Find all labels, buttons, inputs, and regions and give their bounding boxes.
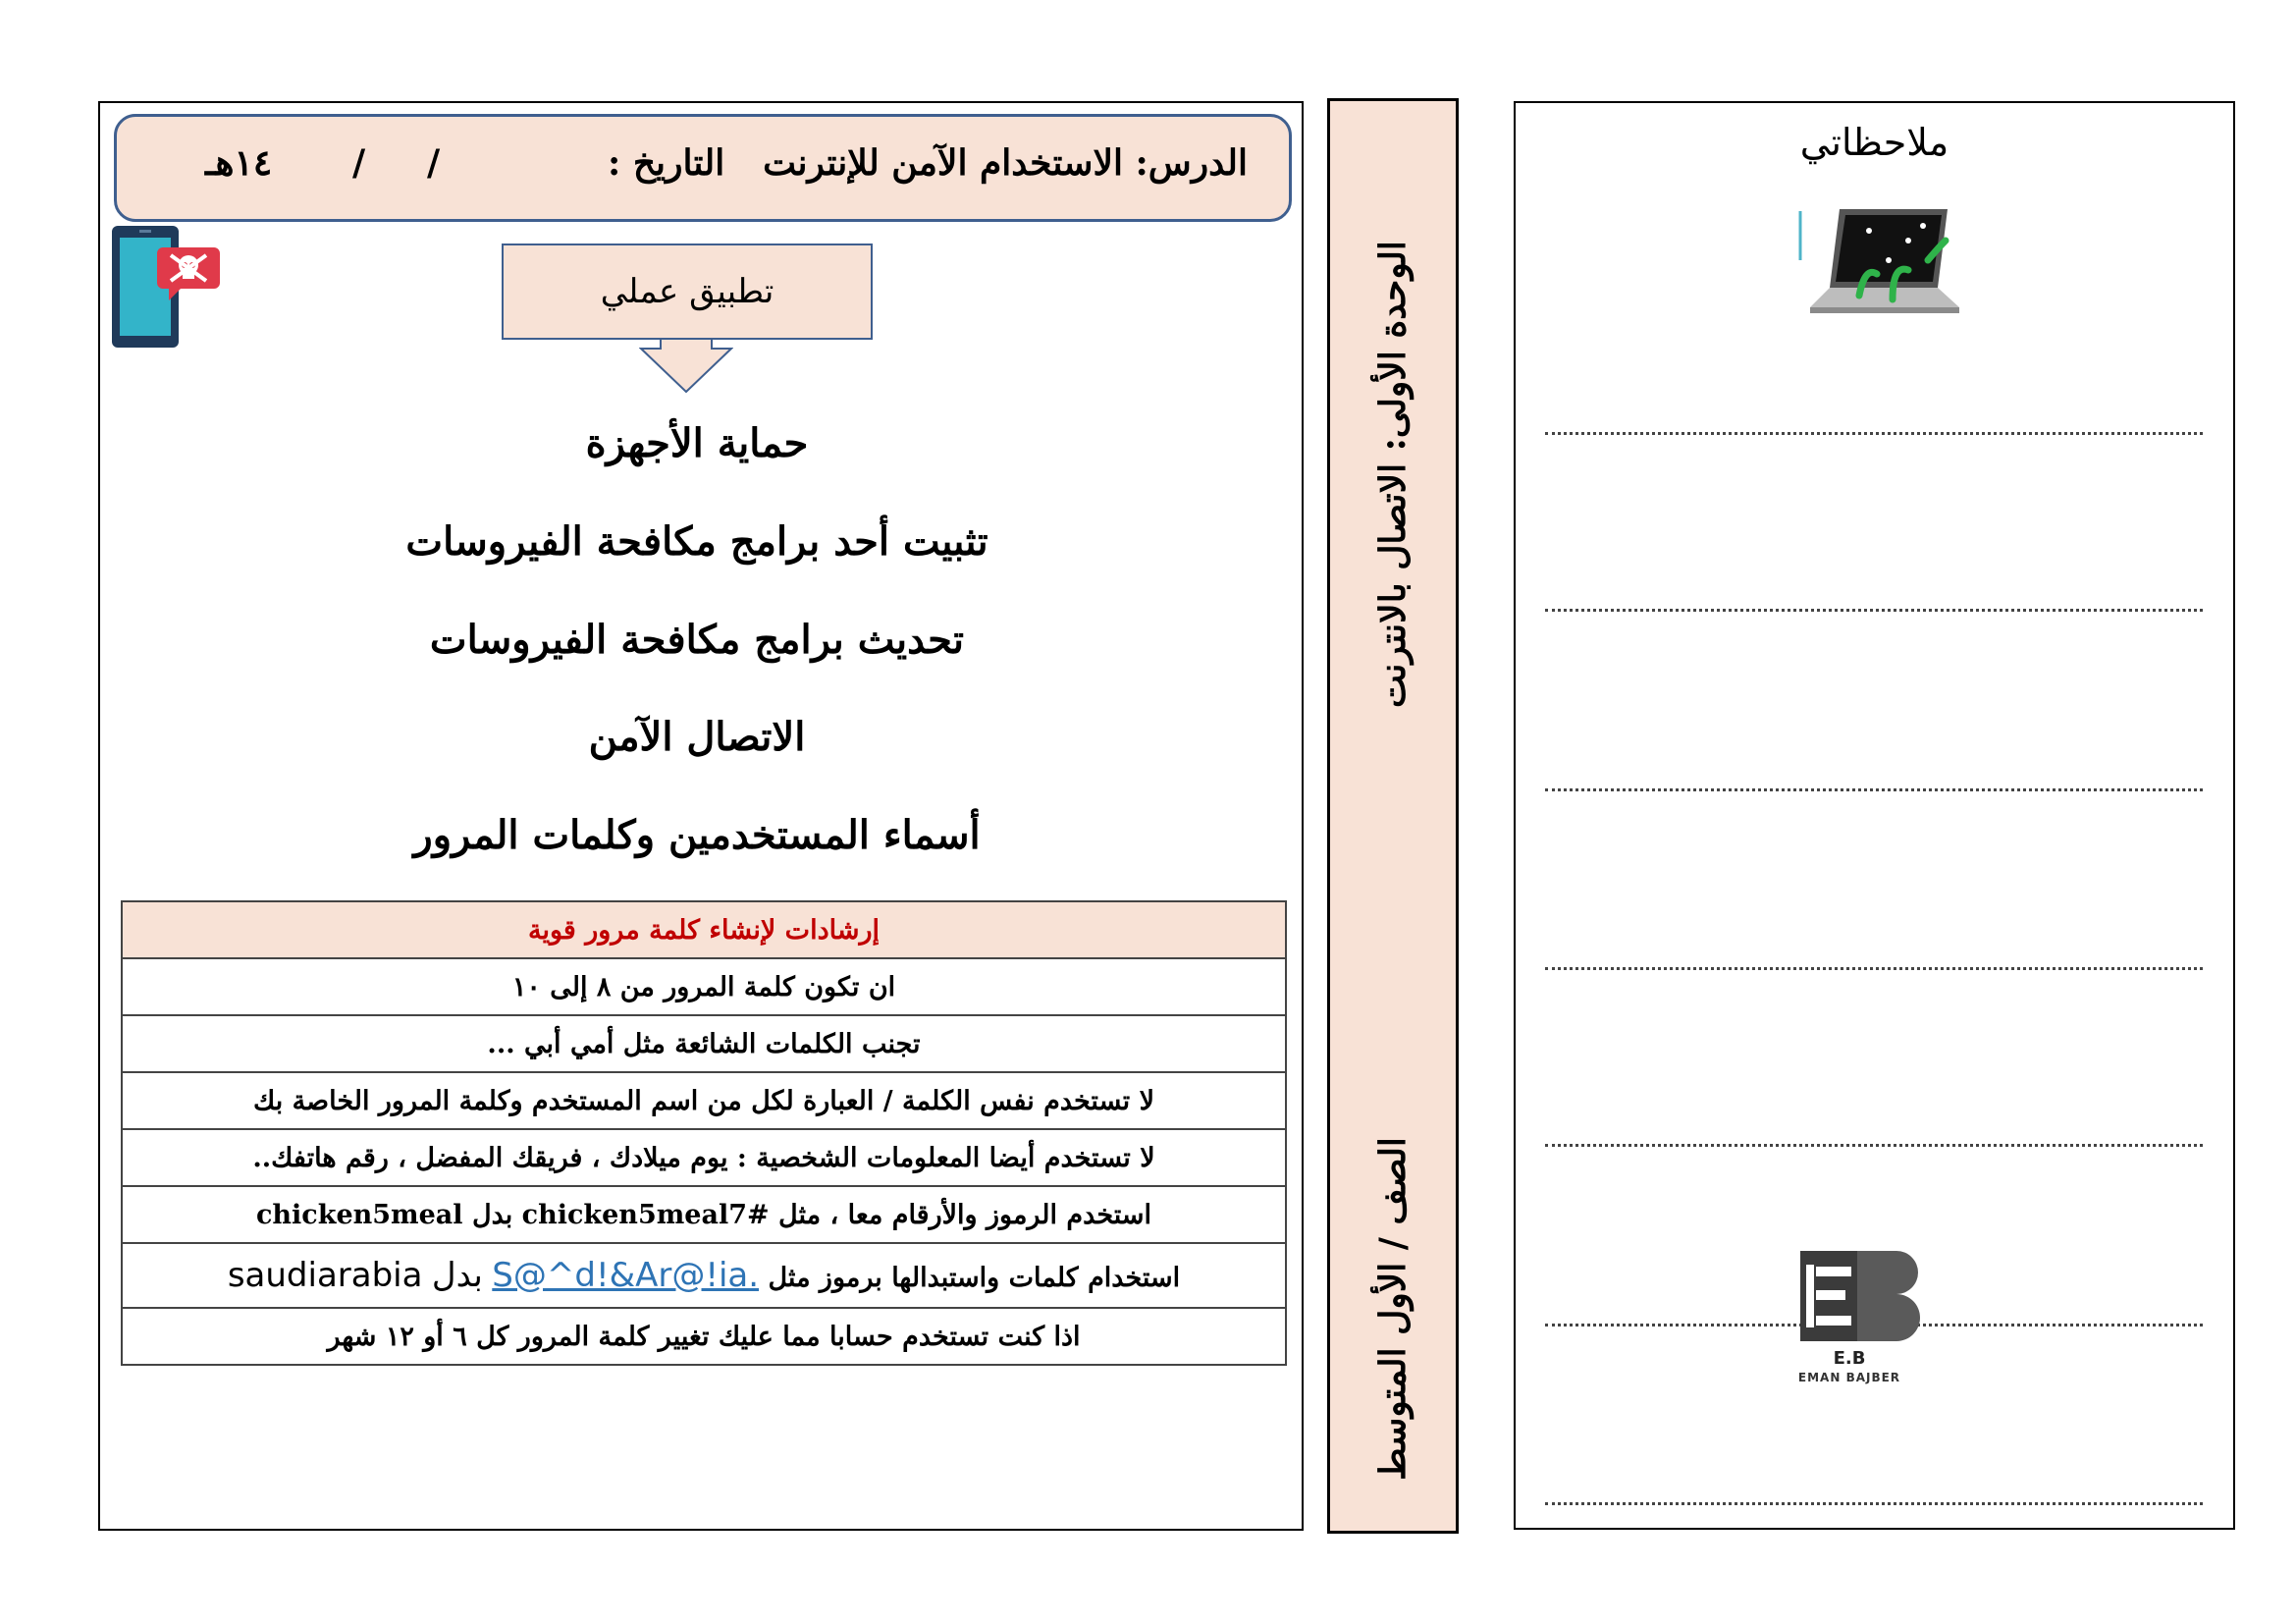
lesson-title: الدرس: الاستخدام الآمن للإنترنت — [763, 142, 1248, 184]
topic-heading: تحديث برامج مكافحة الفيروسات — [429, 617, 965, 663]
notes-panel — [1514, 101, 2235, 1530]
tip-row: لا تستخدم أيضا المعلومات الشخصية : يوم ميلادك ، فريقك المفضل ، رقم هاتفك.. — [122, 1129, 1286, 1186]
tip-row: ان تكون كلمة المرور من ٨ إلى ١٠ — [122, 958, 1286, 1015]
tip-row: استخدم الرموز والأرقام معا ، مثل #chicken5meal7 بدل chicken5meal — [122, 1186, 1286, 1243]
tip-row6-prefix: استخدام كلمات واستبدالها برموز مثل — [768, 1263, 1181, 1293]
logo-text: E.B — [1833, 1348, 1866, 1369]
note-line — [1545, 609, 2203, 612]
tip-row6-plain: saudiarabia — [227, 1256, 423, 1295]
practical-label: تطبيق عملي — [502, 244, 873, 340]
phone-alert-icon — [110, 224, 220, 352]
note-line — [1545, 1502, 2203, 1505]
tips-title: إرشادات لإنشاء كلمة مرور قوية — [122, 901, 1286, 958]
logo-subtext: EMAN BAJBER — [1797, 1371, 1901, 1384]
notes-title: ملاحظاتي — [1799, 121, 1949, 164]
topic-heading: تثبيت أحد برامج مكافحة الفيروسات — [405, 518, 988, 565]
password-tips-table — [121, 900, 1287, 1366]
grade-title: الصف / الأول المتوسط — [1372, 1137, 1414, 1481]
date-separator: / — [352, 142, 366, 184]
tip-row: اذا كنت تستخدم حسابا مما عليك تغيير كلمة المرور كل ٦ أو ١٢ شهر — [122, 1308, 1286, 1365]
hijri-year: ١٤هـ — [205, 142, 273, 184]
date-label: التاريخ : — [608, 142, 725, 184]
laptop-virus-icon — [1790, 201, 1967, 319]
tip-row — [122, 1243, 1286, 1308]
unit-title: الوحدة الأولى: الاتصال بالانترنت — [1372, 241, 1414, 708]
note-line — [1545, 967, 2203, 970]
note-line — [1545, 788, 2203, 791]
tip-row: تجنب الكلمات الشائعة مثل أمي أبي ... — [122, 1015, 1286, 1072]
vertical-band — [1327, 98, 1459, 1534]
note-line — [1545, 1144, 2203, 1147]
lesson-header — [114, 114, 1292, 222]
down-arrow-icon — [639, 339, 733, 394]
eb-logo-mark — [1761, 1247, 1938, 1345]
eb-logo — [1761, 1247, 1938, 1394]
tip-row: لا تستخدم نفس الكلمة / العبارة لكل من اسم المستخدم وكلمة المرور الخاصة بك — [122, 1072, 1286, 1129]
tip-row6-middle: بدل — [431, 1256, 483, 1295]
topic-heading: حماية الأجهزة — [585, 420, 809, 466]
topic-heading: الاتصال الآمن — [588, 714, 806, 760]
topic-heading: أسماء المستخدمين وكلمات المرور — [413, 812, 981, 858]
date-separator: / — [427, 142, 441, 184]
example-password-link[interactable]: S@^d!&Ar@!ia. — [492, 1256, 760, 1295]
note-line — [1545, 432, 2203, 435]
